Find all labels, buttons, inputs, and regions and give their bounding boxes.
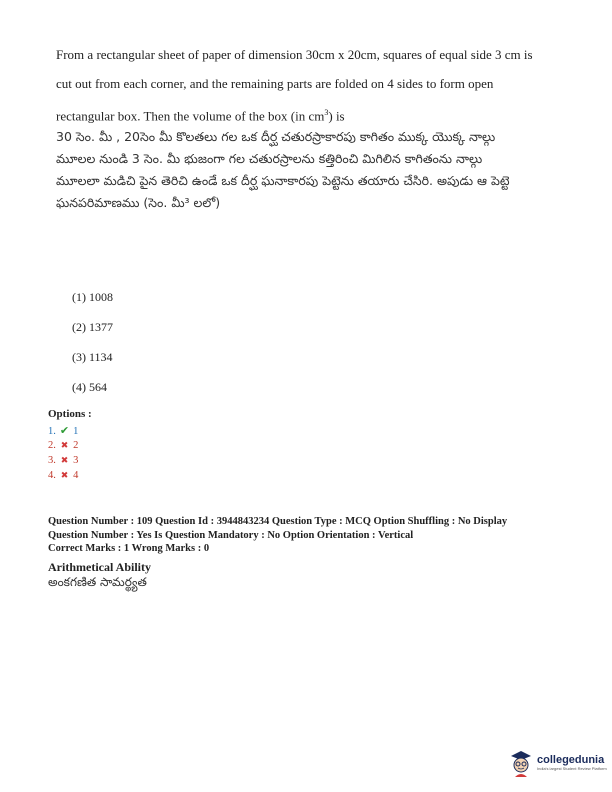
question-text-telugu: 30 సెం. మీ , 20సెం మీ కొలతలు గల ఒక దీర్ఘ చతురస్రాకారపు కాగితం ముక్క యొక్క నాల్గు మూలల నుండి 3 సెం. మీ భుజంగా గల చతురస్రాలను కత్తిరించి మిగిలిన కాగితంను నాల్గు మూలలా మడిచి పైన తెరిచి ఉండే ఒక దీర్ఘ ఘనాకారపు పెట్టెను తయారు చేసిరి. అపుడు ఆ పెట్టె ఘనపరిమాణము (సెం. మీ³ లలో) [56, 129, 510, 210]
option-number: 2. [48, 440, 56, 451]
option-2 [48, 438, 92, 453]
cross-icon: ✖ [60, 471, 69, 481]
question-text-main: From a rectangular sheet of paper of dimension 30cm x 20cm, squares of equal side 3 cm is cut out from each corner, and the remaining parts are folded on 4 sides to form open rectangular box. Then the volume of the box (in cm [56, 47, 533, 124]
option-number: 1. [48, 426, 56, 437]
meta-line-2: Question Number : Yes Is Question Mandatory : No Option Orientation : Vertical [48, 529, 414, 541]
check-icon: ✔ [59, 424, 70, 437]
option-value: 3 [73, 455, 79, 466]
logo-name: collegedunia [537, 754, 605, 766]
question-metadata [48, 515, 507, 556]
choice-3: (3) 1134 [72, 350, 113, 364]
meta-line-3: Correct Marks : 1 Wrong Marks : 0 [48, 543, 210, 554]
question-text-english [56, 40, 536, 130]
option-4 [48, 468, 92, 483]
options-list [48, 423, 92, 483]
meta-line-1: Question Number : 109 Question Id : 3944843234 Question Type : MCQ Option Shuffling : No Display [48, 516, 508, 527]
cross-icon: ✖ [60, 456, 69, 466]
option-value: 2 [73, 440, 79, 451]
options-title: Options : [48, 408, 92, 420]
superscript-3: 3 [324, 108, 329, 117]
option-number: 3. [48, 455, 56, 466]
collegedunia-logo [508, 748, 607, 778]
choice-4: (4) 564 [72, 380, 107, 394]
option-1 [48, 423, 92, 438]
option-value: 4 [73, 470, 79, 481]
option-value: 1 [73, 426, 79, 437]
option-3 [48, 453, 92, 468]
mascot-icon [508, 748, 534, 778]
choice-1: (1) 1008 [72, 290, 113, 304]
section-title-telugu: అంకగణిత సామర్థ్యత [48, 575, 147, 589]
options-block [48, 408, 92, 483]
answer-choices [72, 282, 113, 402]
logo-tagline: India's largest Student Review Platform [537, 766, 607, 771]
cross-icon: ✖ [60, 441, 69, 451]
option-number: 4. [48, 470, 56, 481]
question-text-end: ) is [328, 108, 345, 124]
choice-2: (2) 1377 [72, 320, 113, 334]
section-title-english: Arithmetical Ability [48, 560, 151, 574]
